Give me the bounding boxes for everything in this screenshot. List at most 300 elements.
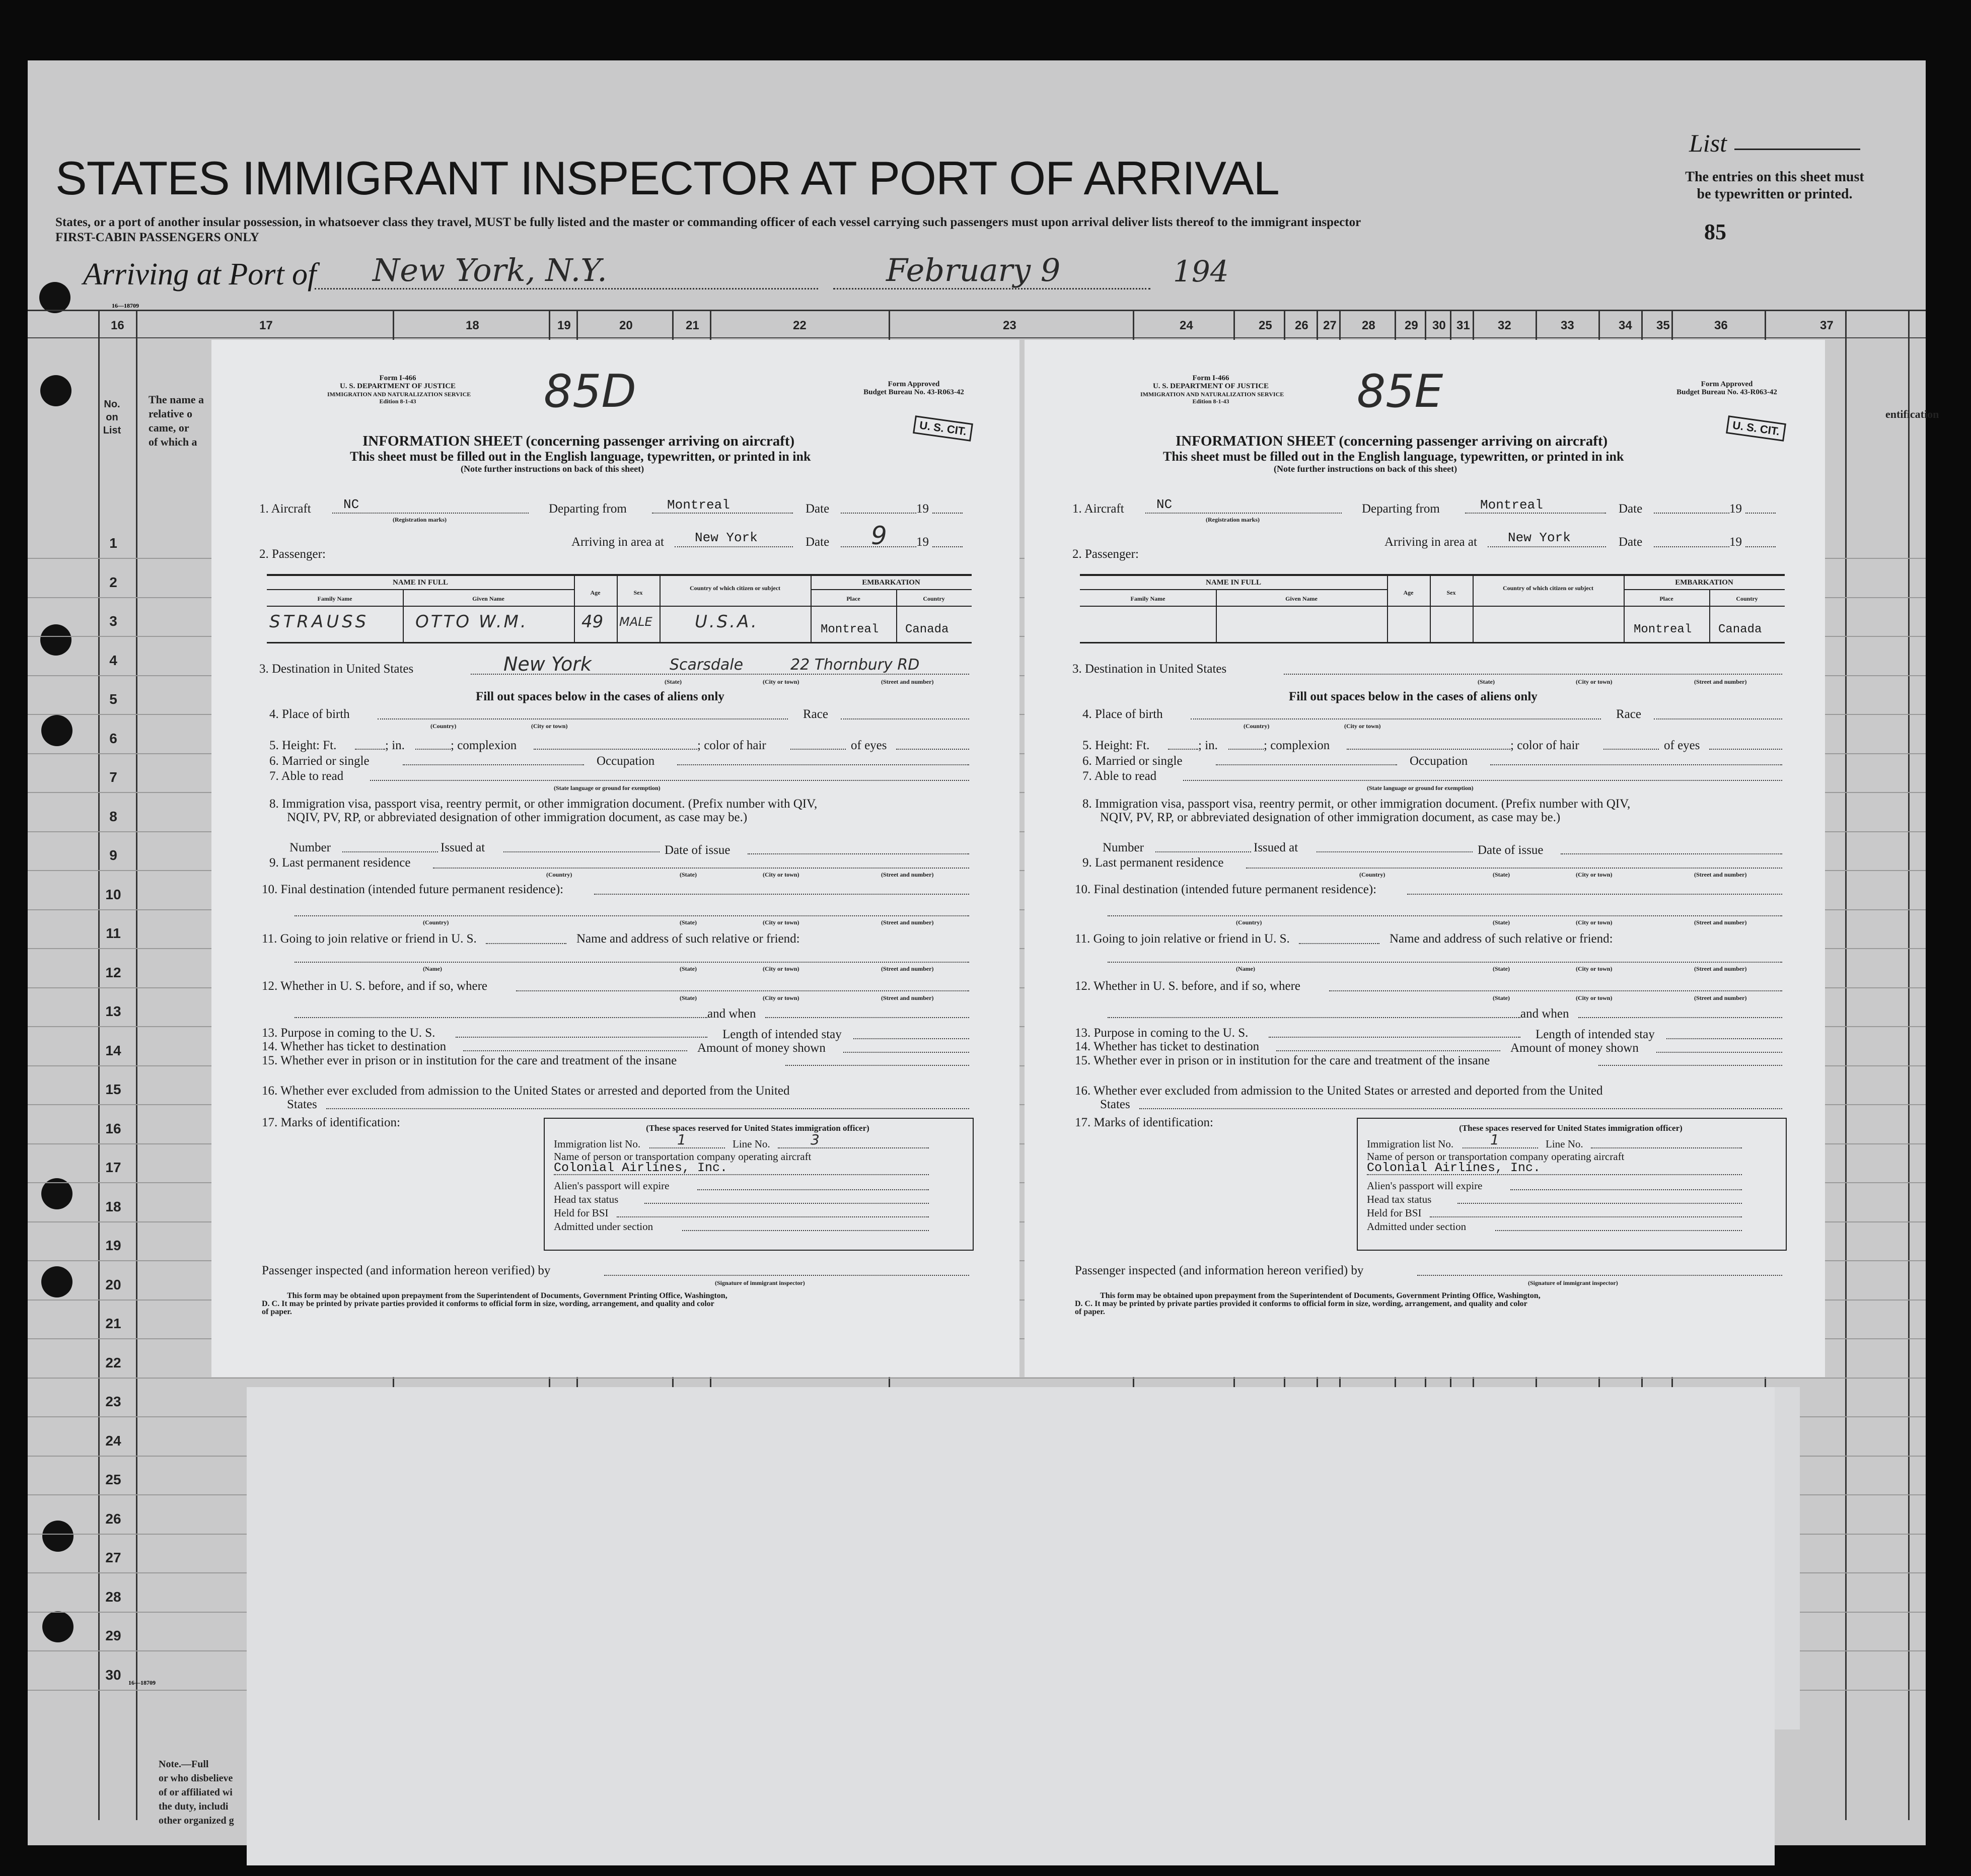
arriving-field[interactable]: [1488, 546, 1606, 547]
sub-street: (Street and number): [1694, 871, 1747, 878]
departing-field[interactable]: [652, 513, 793, 514]
q7-able-to-read: 7. Able to read: [1082, 769, 1157, 783]
embarkation-country: Canada: [1718, 623, 1762, 636]
sub-city: (City or town): [1576, 919, 1613, 926]
sex-header: Sex: [1446, 589, 1456, 596]
column-number: 25: [1259, 319, 1272, 332]
q8-visa-cont: NQIV, PV, RP, or abbreviated designation of other immigration document, as case may be.): [1100, 811, 1561, 824]
departing-label: Departing from: [549, 502, 627, 516]
age-header: Age: [590, 589, 601, 596]
aircraft-field[interactable]: [332, 513, 529, 514]
row-number: 5: [109, 691, 117, 707]
issued-at-label: Issued at: [1254, 841, 1298, 854]
date-of-issue-field[interactable]: [748, 853, 969, 854]
sub-city: (City or town): [1576, 871, 1613, 878]
row-number: 9: [109, 847, 117, 863]
row-number: 20: [105, 1276, 121, 1292]
and-when-field[interactable]: [1578, 1017, 1782, 1018]
imm-list-field[interactable]: [1463, 1147, 1538, 1148]
hair-label: ; color of hair: [697, 739, 766, 752]
table-top-rule: [267, 574, 972, 576]
row-number: 4: [109, 652, 117, 668]
date-field[interactable]: [841, 513, 916, 514]
arriving-port: New York, N.Y.: [373, 252, 607, 288]
q13-purpose: 13. Purpose in coming to the U. S.: [1075, 1026, 1249, 1040]
final-destination-field-2[interactable]: [295, 915, 969, 916]
final-destination-field[interactable]: [594, 894, 969, 895]
height-ft-field[interactable]: [1168, 749, 1198, 750]
date-field[interactable]: [1654, 513, 1729, 514]
sub-city: (City or town): [1576, 678, 1613, 685]
form-approved: Form Approved: [1701, 380, 1753, 388]
emb-country-header: Country: [1736, 595, 1758, 602]
page-number: 85: [1704, 220, 1726, 244]
departing-label: Departing from: [1362, 502, 1440, 516]
in-us-before-field[interactable]: [1329, 990, 1782, 991]
sub-city: (City or town): [763, 678, 799, 685]
q11-join-relative: 11. Going to join relative or friend in U. S.: [1075, 932, 1290, 946]
form-approved: Form Approved: [888, 380, 940, 388]
line-no-label: Line No.: [1546, 1138, 1583, 1150]
destination-field[interactable]: [1284, 674, 1782, 675]
footer-line-2: D. C. It may be printed by private parties provided it conforms to official form in size, wording, arrangement, and quality and color: [262, 1300, 714, 1308]
departing-value: Montreal: [667, 497, 730, 513]
imm-list-field[interactable]: [649, 1147, 725, 1148]
column-number: 35: [1656, 319, 1670, 332]
aliens-heading: Fill out spaces below in the cases of aliens only: [1289, 690, 1538, 703]
eyes-field[interactable]: [896, 749, 969, 750]
arriving-label: Arriving in area at: [571, 535, 664, 549]
embarkation-header: EMBARKATION: [862, 579, 920, 587]
money-field[interactable]: [1656, 1052, 1782, 1053]
date-of-issue-label: Date of issue: [1478, 843, 1544, 857]
footer-line-3: of paper.: [262, 1308, 292, 1316]
q12-in-us-before: 12. Whether in U. S. before, and if so, where: [1075, 979, 1301, 993]
q8-visa-cont: NQIV, PV, RP, or abbreviated designation of other immigration document, as case may be.): [287, 811, 748, 824]
height-ft-field[interactable]: [355, 749, 385, 750]
held-bsi-label: Held for BSI: [554, 1207, 609, 1219]
row-number: 29: [105, 1628, 121, 1643]
sub-state: (State): [1493, 994, 1510, 1001]
column-number: 18: [466, 319, 479, 332]
no-on-list-line: List: [103, 425, 121, 436]
footer-line-1: This form may be obtained upon prepayment from the Superintendent of Documents, Government Printing Office, Washington,: [1100, 1291, 1541, 1300]
place-header: Place: [846, 595, 860, 602]
departing-field[interactable]: [1465, 513, 1606, 514]
passport-expire-label: Alien's passport will expire: [554, 1180, 670, 1192]
age-value: 49: [581, 612, 604, 632]
hair-field[interactable]: [1603, 749, 1659, 750]
held-bsi-field[interactable]: [1430, 1216, 1742, 1217]
sub-street: (Street and number): [881, 994, 934, 1001]
table-divider: [1430, 574, 1431, 642]
given-name-value: OTTO W.M.: [415, 612, 528, 632]
sub-state: (State): [1493, 919, 1510, 926]
sub-street: (Street and number): [1694, 965, 1747, 972]
purpose-field[interactable]: [456, 1037, 707, 1038]
complexion-label: ; complexion: [451, 739, 517, 752]
column-number: 28: [1362, 319, 1375, 332]
given-name-header: Given Name: [472, 595, 504, 602]
table-bottom-rule: [267, 642, 972, 643]
table-divider: [660, 574, 661, 642]
line-no-field[interactable]: [778, 1147, 929, 1148]
read-sub: (State language or ground for exemption): [1367, 784, 1474, 791]
embarkation-place: Montreal: [821, 623, 879, 636]
sub-country: (Country): [430, 723, 457, 730]
inspected-label: Passenger inspected (and information hereon verified) by: [1075, 1264, 1364, 1277]
aircraft-value: NC: [1156, 497, 1173, 512]
ticket-field[interactable]: [463, 1050, 687, 1051]
and-when-field[interactable]: [765, 1017, 969, 1018]
table-rule: [267, 606, 972, 607]
row-number: 7: [109, 769, 117, 785]
q5-height: 5. Height: Ft.: [1082, 739, 1150, 752]
us-citizen-stamp: U. S. CIT.: [1726, 415, 1786, 442]
signature-sub: (Signature of immigrant inspector): [715, 1279, 805, 1286]
prison-field[interactable]: [1598, 1065, 1782, 1066]
sub-country: (Country): [1244, 723, 1270, 730]
relative-address-field[interactable]: [1108, 962, 1782, 963]
final-destination-field[interactable]: [1407, 894, 1782, 895]
arriving-label: Arriving in area at: [1384, 535, 1477, 549]
q16-excluded-cont: States: [1100, 1098, 1130, 1111]
signature-field[interactable]: [1417, 1275, 1782, 1276]
destination-city: Scarsdale: [670, 656, 744, 674]
q8-visa: 8. Immigration visa, passport visa, reentry permit, or other immigration document. (Prefix number with QIV,: [269, 797, 818, 811]
manifest-subtitle-cabin: FIRST-CABIN PASSENGERS ONLY: [55, 231, 259, 244]
q6-married: 6. Married or single: [269, 754, 370, 768]
year-field[interactable]: [932, 513, 963, 514]
year-field[interactable]: [1745, 546, 1776, 547]
punch-hole: [41, 1266, 72, 1297]
height-in-field[interactable]: [415, 749, 451, 750]
q4-place-of-birth: 4. Place of birth: [269, 707, 350, 721]
length-stay-field[interactable]: [853, 1038, 969, 1039]
residence-field[interactable]: [433, 868, 969, 869]
entries-note-line: be typewritten or printed.: [1697, 186, 1853, 202]
married-field[interactable]: [1216, 764, 1397, 765]
list-underline: [1734, 149, 1860, 150]
sub-city: (City or town): [1344, 723, 1381, 730]
row-number: 1: [109, 535, 117, 551]
blank-overlay-edge: [1775, 1387, 1800, 1729]
number-field[interactable]: [342, 851, 438, 852]
row-number: 10: [105, 886, 121, 902]
q7-able-to-read: 7. Able to read: [269, 769, 344, 783]
q17-marks: 17. Marks of identification:: [1075, 1116, 1213, 1129]
date-label: Date: [1619, 502, 1643, 516]
column-number: 29: [1405, 319, 1418, 332]
entries-note: [1644, 169, 1906, 203]
passport-expire-field[interactable]: [697, 1189, 929, 1190]
form-code: 16—18709: [112, 302, 139, 309]
punch-hole: [39, 282, 70, 313]
held-bsi-field[interactable]: [617, 1216, 929, 1217]
money-field[interactable]: [843, 1052, 969, 1053]
column-number: 33: [1561, 319, 1574, 332]
transport-field[interactable]: [1367, 1174, 1742, 1175]
column-number: 17: [259, 319, 273, 332]
admitted-label: Admitted under section: [1367, 1220, 1467, 1233]
table-rule: [267, 589, 574, 590]
column-37-text: entification: [1885, 408, 1939, 420]
sheet-number: 85E: [1357, 365, 1443, 418]
issued-at-field[interactable]: [503, 851, 660, 852]
sex-value: MALE: [619, 615, 652, 629]
row-number: 6: [109, 730, 117, 746]
admitted-field[interactable]: [1495, 1230, 1742, 1231]
row-number: 22: [105, 1354, 121, 1370]
occupation-field[interactable]: [677, 764, 969, 765]
sub-state: (State): [680, 994, 697, 1001]
sheet-instruction: This sheet must be filled out in the English language, typewritten, or printed in ink: [350, 449, 811, 464]
embarkation-place: Montreal: [1634, 623, 1692, 636]
read-sub: (State language or ground for exemption): [554, 784, 661, 791]
embarkation-header: EMBARKATION: [1675, 579, 1733, 587]
occupation-label: Occupation: [1410, 754, 1468, 768]
column-number: 26: [1295, 319, 1308, 332]
row-number: 17: [105, 1160, 121, 1175]
join-relative-field[interactable]: [486, 943, 566, 944]
birthplace-field[interactable]: [378, 718, 788, 719]
transport-field[interactable]: [554, 1174, 929, 1175]
purpose-field[interactable]: [1269, 1037, 1520, 1038]
line-no-value: 3: [811, 1131, 820, 1148]
race-label: Race: [803, 707, 828, 721]
head-tax-field[interactable]: [1457, 1203, 1742, 1204]
sub-name: (Name): [423, 965, 442, 972]
edition: Edition 8-1-43: [1192, 398, 1229, 405]
table-divider: [574, 574, 575, 642]
table-divider: [617, 574, 618, 642]
footer-line-1: This form may be obtained upon prepayment from the Superintendent of Documents, Government Printing Office, Washington,: [287, 1291, 727, 1300]
year-field[interactable]: [1745, 513, 1776, 514]
registration-marks: (Registration marks): [1206, 516, 1260, 523]
manifest-title: STATES IMMIGRANT INSPECTOR AT PORT OF ARRIVAL: [55, 152, 1279, 204]
sub-state: (State): [665, 678, 682, 685]
row-number: 14: [105, 1042, 121, 1058]
information-sheet-1: [211, 340, 1019, 1377]
sub-street: (Street and number): [1694, 994, 1747, 1001]
department: U. S. DEPARTMENT OF JUSTICE: [1152, 382, 1269, 390]
sex-header: Sex: [633, 589, 643, 596]
admitted-label: Admitted under section: [554, 1220, 653, 1233]
no-on-list-line: on: [106, 412, 118, 423]
line-no-field[interactable]: [1591, 1147, 1742, 1148]
sub-street: (Street and number): [1694, 919, 1747, 926]
occupation-label: Occupation: [597, 754, 655, 768]
row-rule: [28, 1378, 1926, 1379]
relative-address-field[interactable]: [295, 962, 969, 963]
sub-city: (City or town): [1576, 994, 1613, 1001]
sub-city: (City or town): [763, 919, 799, 926]
eyes-label: of eyes: [851, 739, 887, 752]
excluded-field[interactable]: [326, 1108, 969, 1109]
column-number: 34: [1619, 319, 1632, 332]
sheet-note: (Note further instructions on back of this sheet): [1274, 464, 1457, 474]
registration-marks: (Registration marks): [393, 516, 447, 523]
relative-address-label: Name and address of such relative or friend:: [1390, 932, 1613, 946]
q17-marks: 17. Marks of identification:: [262, 1116, 400, 1129]
punch-hole: [42, 1611, 74, 1642]
line-no-label: Line No.: [733, 1138, 770, 1150]
destination-state: New York: [503, 653, 592, 675]
row-number: 12: [105, 964, 121, 980]
sub-country: (Country): [1236, 919, 1262, 926]
q9-residence: 9. Last permanent residence: [1082, 856, 1224, 870]
sub-street: (Street and number): [881, 678, 934, 685]
emb-country-header: Country: [923, 595, 945, 602]
q10-final-destination: 10. Final destination (intended future permanent residence):: [1075, 883, 1377, 896]
number-label: Number: [289, 841, 331, 854]
money-label: Amount of money shown: [697, 1041, 826, 1055]
final-destination-field-2[interactable]: [1108, 915, 1782, 916]
blank-overlay-sheet: [247, 1387, 1775, 1865]
embarkation-country: Canada: [905, 623, 949, 636]
arriving-month: February 9: [886, 252, 1061, 288]
q16-excluded: 16. Whether ever excluded from admission to the United States or arrested and deported from the United: [1075, 1084, 1603, 1098]
issued-at-field[interactable]: [1317, 851, 1473, 852]
read-field[interactable]: [370, 780, 969, 781]
sheet-heading: INFORMATION SHEET (concerning passenger arriving on aircraft): [1176, 433, 1608, 449]
row-number: 26: [105, 1510, 121, 1527]
no-on-list-line: No.: [104, 399, 120, 410]
reserved-title: (These spaces reserved for United States immigration officer): [1459, 1123, 1683, 1133]
table-rule: [1624, 589, 1785, 590]
in-us-before-field[interactable]: [516, 990, 969, 991]
excluded-field[interactable]: [1139, 1108, 1782, 1109]
read-field[interactable]: [1183, 780, 1782, 781]
q5-height: 5. Height: Ft.: [269, 739, 337, 752]
arriving-year: 194: [1173, 254, 1229, 288]
q16-excluded: 16. Whether ever excluded from admission to the United States or arrested and deported from the United: [262, 1084, 790, 1098]
budget-bureau: Budget Bureau No. 43-R063-42: [1676, 388, 1777, 396]
table-rule: [1080, 589, 1387, 590]
entries-note-line: The entries on this sheet must: [1685, 169, 1864, 185]
admitted-field[interactable]: [682, 1230, 929, 1231]
ticket-field[interactable]: [1276, 1050, 1500, 1051]
aircraft-field[interactable]: [1145, 513, 1342, 514]
citizen-header: Country of which citizen or subject: [1502, 585, 1594, 592]
service: IMMIGRATION AND NATURALIZATION SERVICE: [327, 391, 471, 398]
year-prefix: 19: [916, 535, 929, 549]
given-name-header: Given Name: [1285, 595, 1318, 602]
q8-visa: 8. Immigration visa, passport visa, reentry permit, or other immigration document. (Prefix number with QIV,: [1082, 797, 1631, 811]
sub-city: (City or town): [531, 723, 568, 730]
row-number: 3: [109, 613, 117, 629]
arriving-label: Arriving at Port of: [83, 257, 317, 292]
list-label: List: [1689, 129, 1727, 157]
date-of-issue-label: Date of issue: [665, 843, 731, 857]
number-field[interactable]: [1155, 851, 1251, 852]
residence-field[interactable]: [1246, 868, 1782, 869]
birthplace-field[interactable]: [1191, 718, 1601, 719]
race-field[interactable]: [841, 718, 969, 719]
column-17-text: The name a relative o came, or of which a: [149, 393, 204, 448]
sub-country: (Country): [546, 871, 572, 878]
arriving-field[interactable]: [675, 546, 793, 547]
column-number: 21: [686, 319, 699, 332]
height-in-field[interactable]: [1228, 749, 1264, 750]
sub-state: (State): [1493, 871, 1510, 878]
q10-final-destination: 10. Final destination (intended future permanent residence):: [262, 883, 564, 896]
married-field[interactable]: [403, 764, 584, 765]
length-stay-field[interactable]: [1666, 1038, 1782, 1039]
sub-name: (Name): [1236, 965, 1255, 972]
arrival-date-field[interactable]: [1654, 546, 1729, 547]
transport-label: Name of person or transportation company operating aircraft: [554, 1150, 812, 1163]
complexion-field[interactable]: [1347, 749, 1510, 750]
column-number: 31: [1456, 319, 1470, 332]
department: U. S. DEPARTMENT OF JUSTICE: [339, 382, 456, 390]
name-in-full-header: NAME IN FULL: [392, 579, 448, 587]
date-of-issue-field[interactable]: [1561, 853, 1782, 854]
row-number: 24: [105, 1432, 121, 1449]
passenger-label: 2. Passenger:: [1072, 547, 1139, 561]
punch-hole: [42, 1521, 74, 1552]
row-number: 28: [105, 1589, 121, 1605]
family-name-header: Family Name: [1130, 595, 1165, 602]
race-field[interactable]: [1654, 718, 1782, 719]
aircraft-label: 1. Aircraft: [259, 502, 311, 516]
head-tax-label: Head tax status: [554, 1193, 619, 1205]
race-label: Race: [1616, 707, 1641, 721]
held-bsi-label: Held for BSI: [1367, 1207, 1422, 1219]
sheet-heading: INFORMATION SHEET (concerning passenger arriving on aircraft): [362, 433, 795, 449]
complexion-field[interactable]: [534, 749, 697, 750]
sheet-note: (Note further instructions on back of this sheet): [461, 464, 644, 474]
punch-hole: [40, 375, 71, 406]
age-header: Age: [1403, 589, 1414, 596]
sub-city: (City or town): [1576, 965, 1613, 972]
in-us-where-field[interactable]: [1108, 1017, 1520, 1018]
column-number: 30: [1432, 319, 1446, 332]
punch-hole: [41, 715, 72, 746]
column-number: 19: [557, 319, 571, 332]
row-number: 2: [109, 574, 117, 590]
q12-in-us-before: 12. Whether in U. S. before, and if so, where: [262, 979, 488, 993]
year-field[interactable]: [932, 546, 963, 547]
column-number: 22: [793, 319, 807, 332]
row-number: 11: [106, 925, 121, 941]
name-in-full-header: NAME IN FULL: [1205, 579, 1261, 587]
year-prefix: 19: [1729, 502, 1742, 516]
length-stay-label: Length of intended stay: [1536, 1028, 1655, 1041]
year-prefix: 19: [916, 502, 929, 516]
information-sheet-2: [1025, 340, 1825, 1377]
q9-residence: 9. Last permanent residence: [269, 856, 411, 870]
prison-field[interactable]: [785, 1065, 969, 1066]
table-rule: [811, 589, 972, 590]
table-bottom-rule: [1080, 642, 1785, 643]
relative-address-label: Name and address of such relative or friend:: [576, 932, 800, 946]
q14-ticket: 14. Whether has ticket to destination: [262, 1040, 447, 1053]
hair-field[interactable]: [790, 749, 846, 750]
occupation-field[interactable]: [1490, 764, 1782, 765]
signature-field[interactable]: [604, 1275, 969, 1276]
join-relative-field[interactable]: [1299, 943, 1379, 944]
eyes-field[interactable]: [1709, 749, 1782, 750]
passport-expire-field[interactable]: [1510, 1189, 1742, 1190]
row-number: 27: [105, 1550, 121, 1565]
in-us-where-field[interactable]: [295, 1017, 707, 1018]
head-tax-field[interactable]: [644, 1203, 929, 1204]
family-name-header: Family Name: [317, 595, 352, 602]
column-number: 36: [1714, 319, 1728, 332]
place-header: Place: [1659, 595, 1673, 602]
q16-excluded-cont: States: [287, 1098, 317, 1111]
